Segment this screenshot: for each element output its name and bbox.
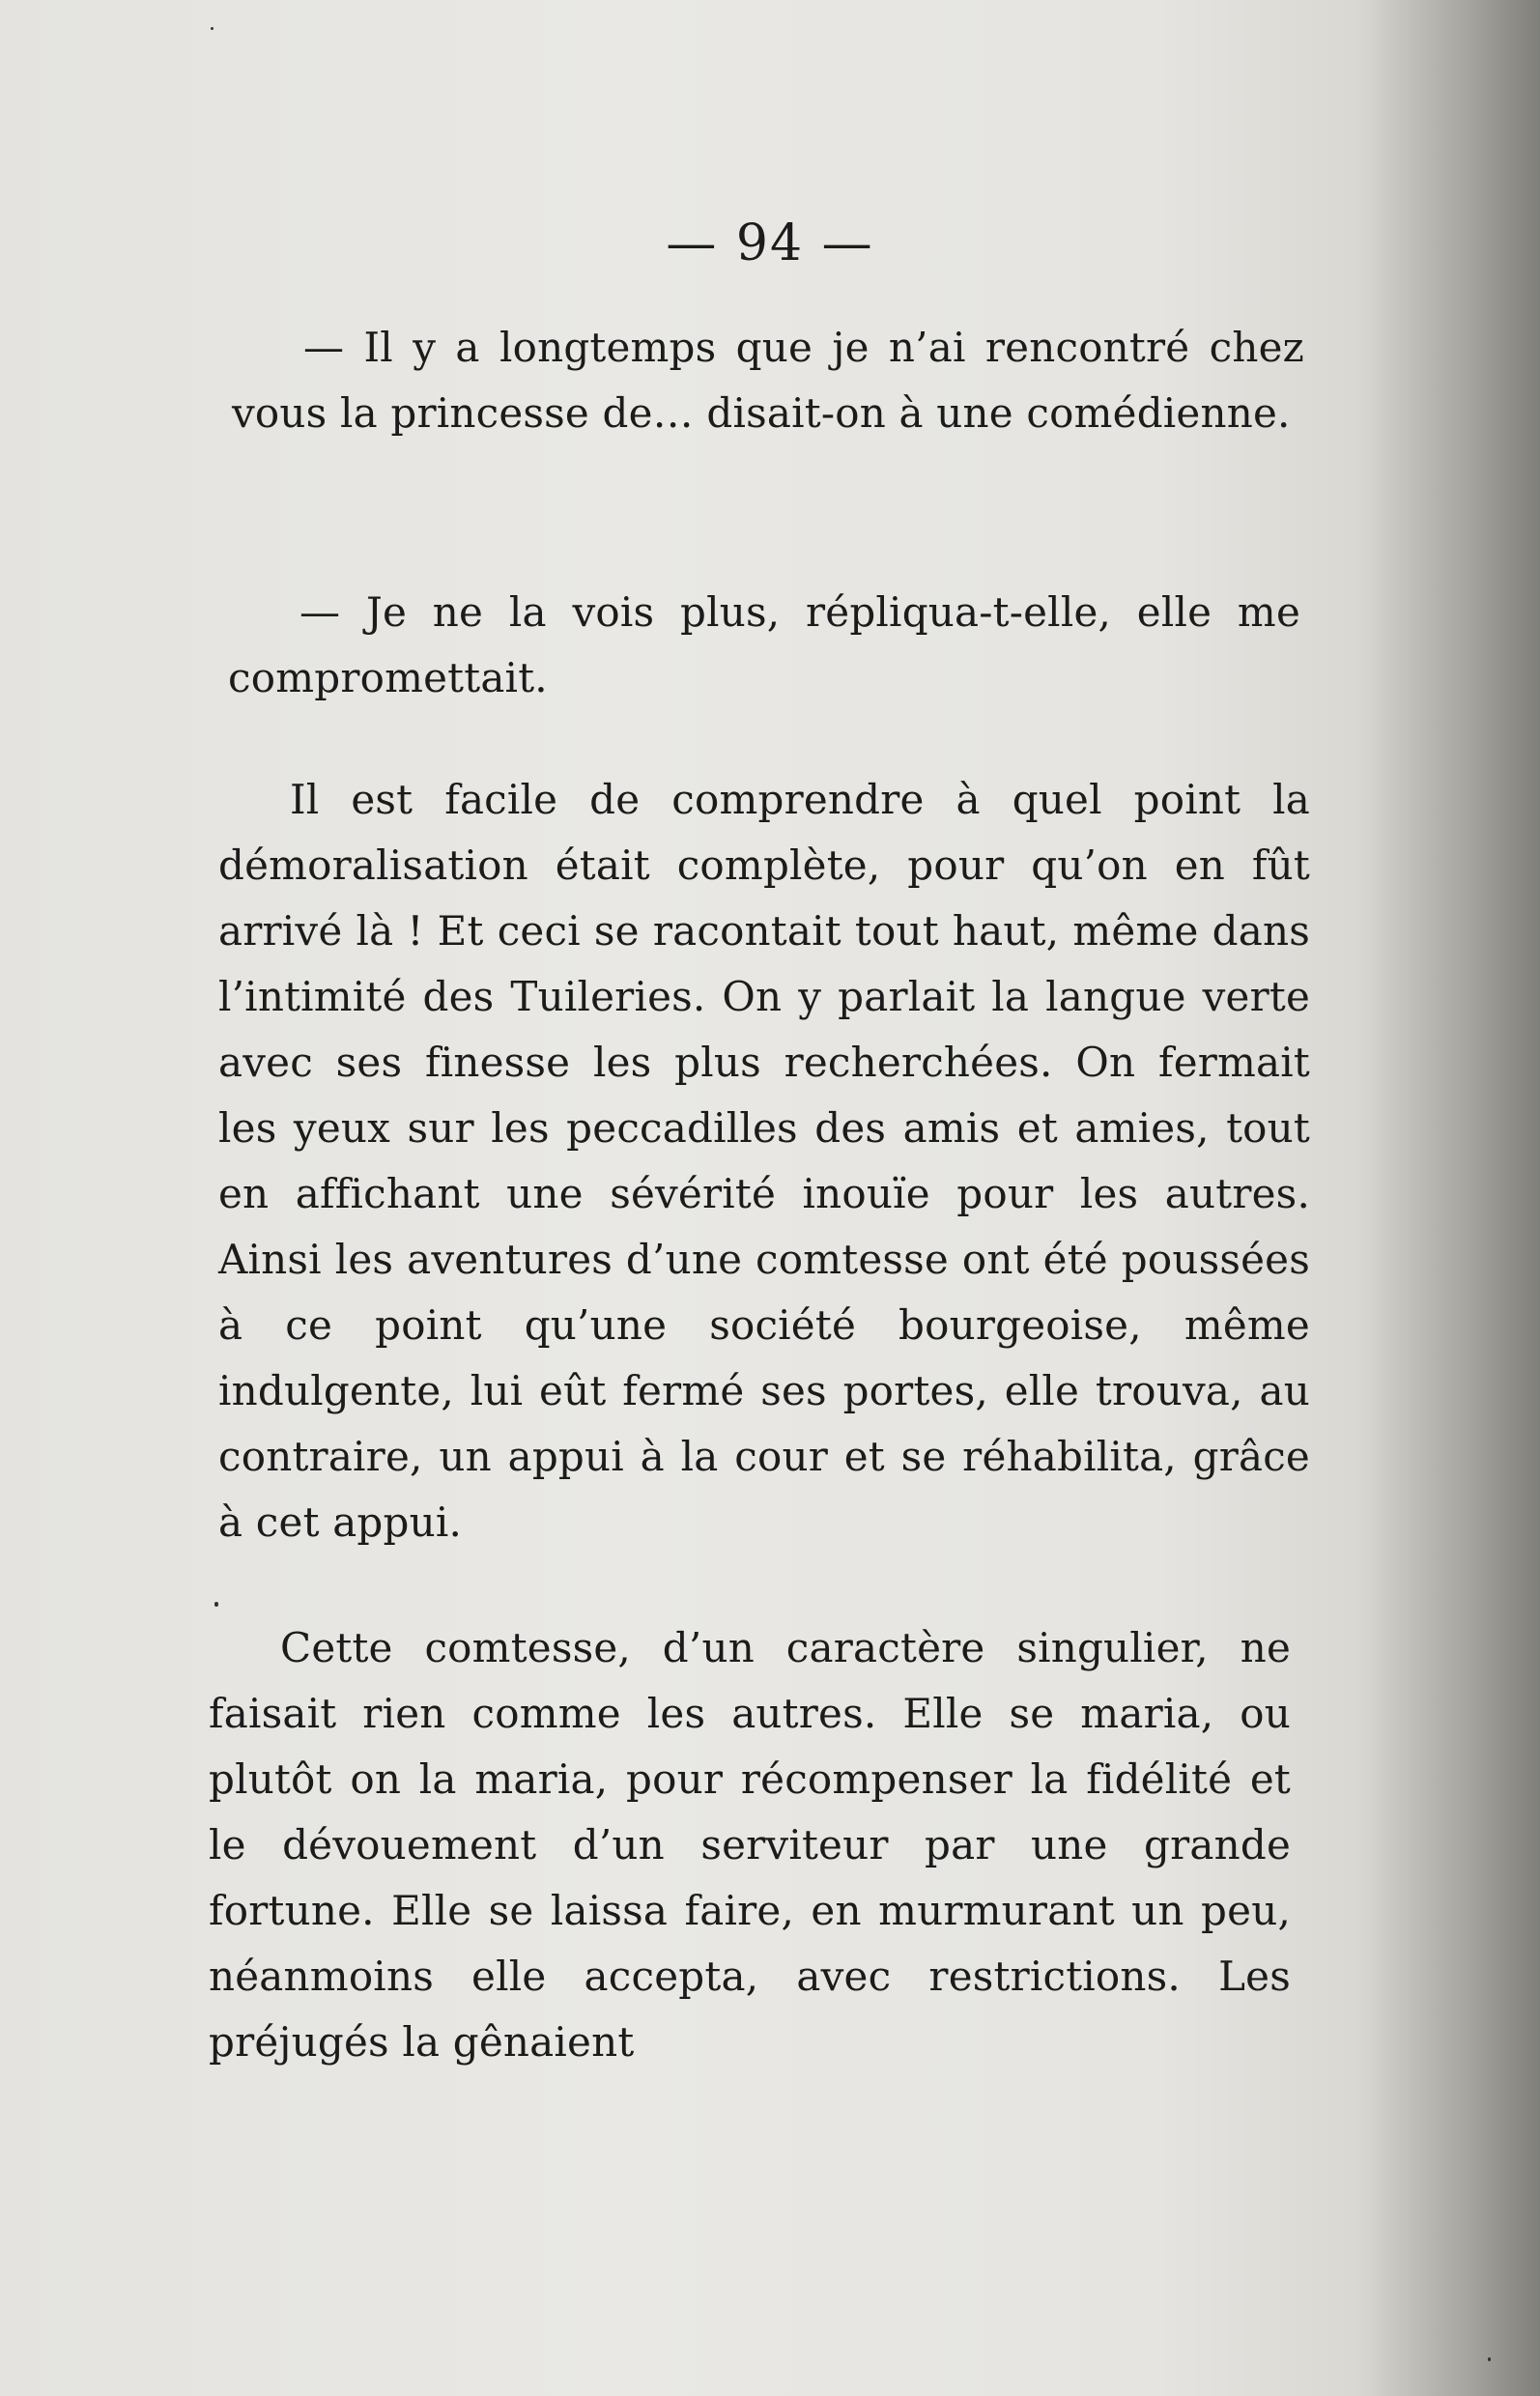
ink-speck — [214, 1602, 218, 1607]
ink-speck — [211, 27, 214, 30]
paragraph-4 — [209, 1615, 1291, 2075]
ink-speck — [1488, 2357, 1491, 2361]
paragraph-text: Il est facile de comprendre à quel point la démoralisation était complète, pour qu’on en fût arrivé là ! Et ceci se racontait tout haut, même dans l’intimité des Tuileries. On y parlait la langue verte avec ses finesse les plus recherchées. On fermait les yeux sur les peccadilles des amis et amies, tout en affichant une sévérité inouïe pour les autres. Ainsi les aventures d’une comtesse ont été poussées à ce point qu’une société bourgeoise, même indulgente, lui eût fermé ses portes, elle trouva, au contraire, un appui à la cour et se réhabilita, grâce à cet appui. — [218, 776, 1310, 1546]
page-number: — 94 — — [666, 214, 874, 272]
paragraph-1 — [232, 315, 1304, 446]
paragraph-text: — Il y a longtemps que je n’ai rencontré chez vous la princesse de… disait-on à une comédienne. — [232, 324, 1304, 437]
paragraph-2 — [228, 580, 1300, 711]
gutter-shadow — [1366, 0, 1540, 2396]
paragraph-text: — Je ne la vois plus, répliqua-t-elle, elle me compromettait. — [228, 588, 1300, 701]
paragraph-3 — [218, 767, 1310, 1555]
paragraph-text: Cette comtesse, d’un caractère singulier, ne faisait rien comme les autres. Elle se maria, ou plutôt on la maria, pour récompenser la fidélité et le dévouement d’un serviteur par une grande fortune. Elle se laissa faire, en murmurant un peu, néanmoins elle accepta, avec restrictions. Les préjugés la gênaient — [209, 1624, 1291, 2066]
